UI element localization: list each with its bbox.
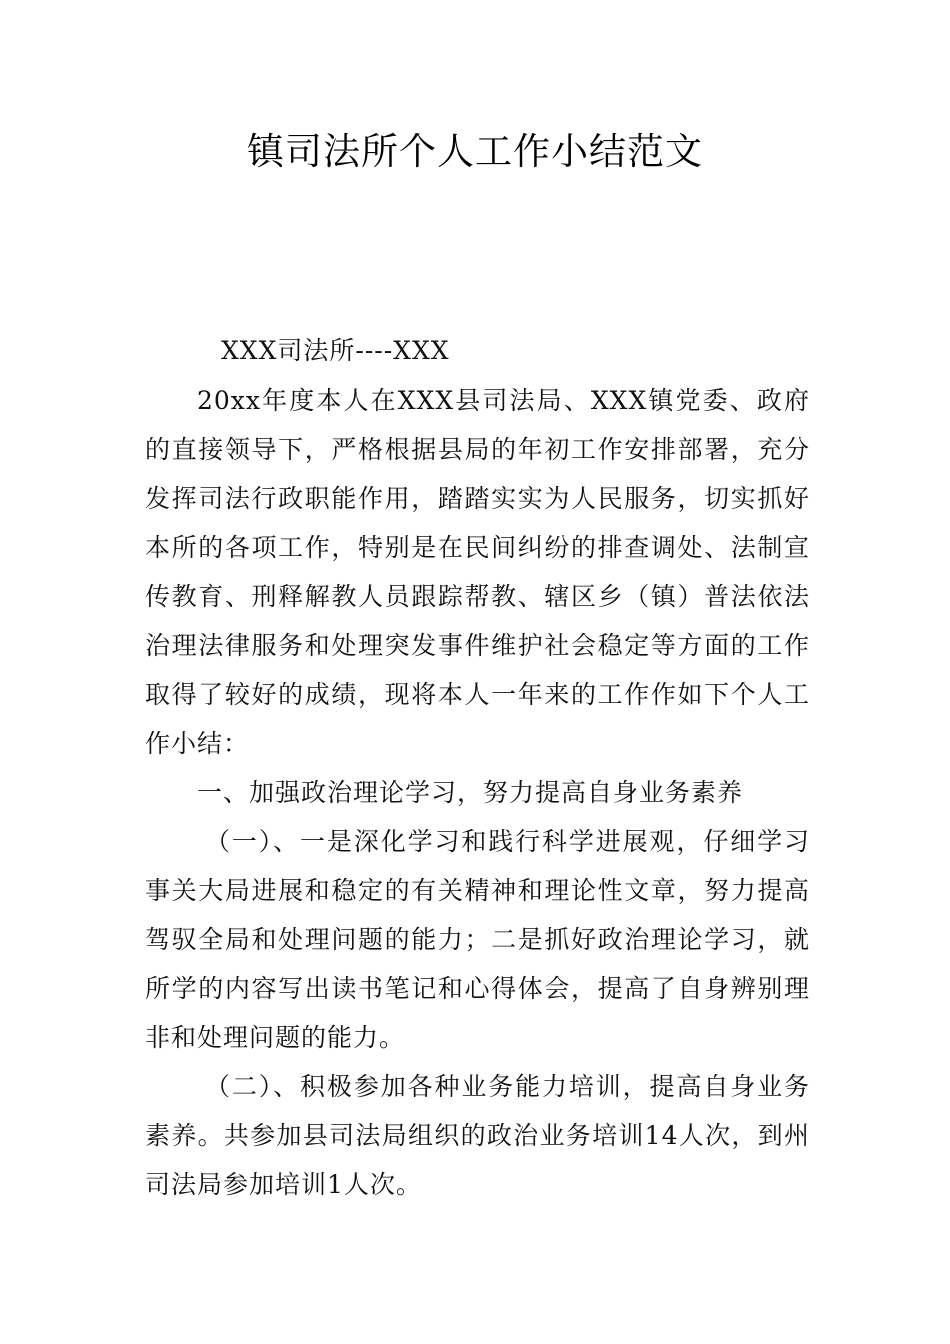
section-heading-1: 一、加强政治理论学习，努力提高自身业务素养 [197, 778, 744, 807]
document-body [145, 326, 810, 1209]
intro-paragraph: 20xx年度本人在XXX县司法局、XXX镇党委、政府的直接领导下，严格根据县局的年初工作安排部署，充分发挥司法行政职能作用，踏踏实实为人民服务，切实抓好本所的各项工作，特别是在民间纠纷的排查调处、法制宣传教育、刑释解教人员跟踪帮教、辖区乡（镇）普法依法治理法律服务和处理突发事件维护社会稳定等方面的工作取得了较好的成绩，现将本人一年来的工作作如下个人工作小结： [145, 386, 810, 758]
subsection-paragraph-1: （一）、一是深化学习和践行科学进展观，仔细学习事关大局进展和稳定的有关精神和理论性文章，努力提高驾驭全局和处理问题的能力；二是抓好政治理论学习，就所学的内容写出读书笔记和心得体会，提高了自身辨别理非和处理问题的能力。 [145, 827, 810, 1052]
subsection-paragraph-2: （二）、积极参加各种业务能力培训，提高自身业务素养。共参加县司法局组织的政治业务培训14人次，到州司法局参加培训1人次。 [145, 1072, 810, 1199]
document-title: 镇司法所个人工作小结范文 [247, 130, 703, 173]
author-byline: XXX司法所----XXX [221, 336, 450, 365]
